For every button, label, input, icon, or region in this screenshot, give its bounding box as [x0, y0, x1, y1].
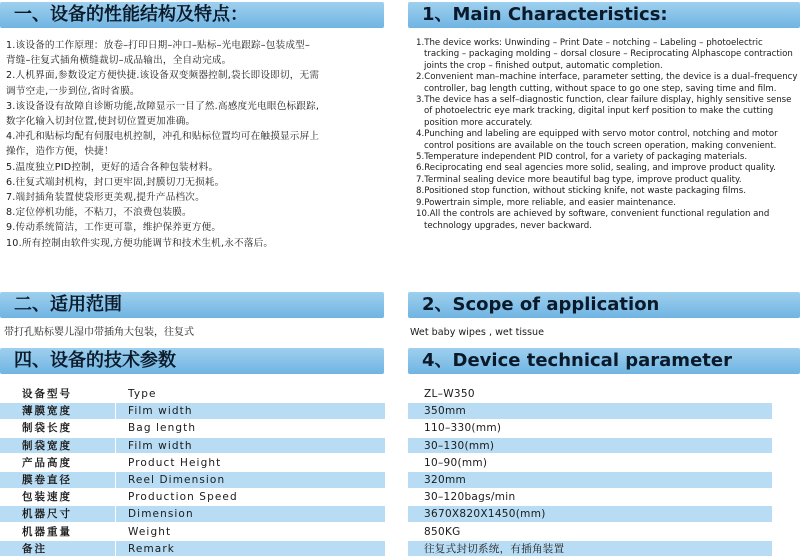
- column-divider: [115, 541, 116, 557]
- list-item: [416, 38, 798, 72]
- list-item: 4.冲孔和贴标均配有伺服电机控制，冲孔和贴标位置均可在触摸显示屏上: [6, 131, 320, 143]
- list-item: [416, 175, 798, 186]
- cn-params-header: [0, 348, 384, 374]
- param-name-en: Type: [128, 388, 157, 400]
- param-name-en: Weight: [128, 525, 172, 538]
- table-row: [0, 472, 800, 489]
- param-name-en: Dimension: [128, 508, 194, 521]
- param-name-en: Bag length: [128, 422, 197, 435]
- list-item: [416, 72, 798, 95]
- table-row: [0, 455, 800, 472]
- cn-scope-text: 带打孔贴标婴儿湿巾带插角大包装，往复式: [4, 327, 194, 338]
- en-scope-header: [408, 292, 800, 318]
- list-item-text: 5.Temperature independent PID control, for a variety of packaging materials.: [416, 152, 748, 163]
- list-item: 操作，造作方便，快捷！: [6, 146, 114, 158]
- list-item: [416, 186, 798, 197]
- param-value: 110–330(mm): [424, 422, 502, 435]
- param-name-en: Production Speed: [128, 491, 238, 504]
- list-item-text: 1.The device works: Unwinding – Print Date – notching – Labeling – photoelectric tracking – packaging molding – dorsal closure – Reciprocating Alphascope contraction joints the crop – finished output, automatic completion.: [416, 38, 793, 71]
- list-item-text: 6.Reciprocating end seal agencies more solid, sealing, and improve product quality.: [416, 163, 776, 174]
- list-item: 调节空走,一步到位,省时省膜。: [6, 85, 140, 97]
- list-item: [416, 163, 798, 174]
- list-item: [416, 198, 798, 209]
- column-divider: [115, 403, 116, 419]
- list-item-text: 10.All the controls are achieved by software, convenient functional regulation and technology upgrades, never backward.: [416, 209, 770, 231]
- column-divider: [115, 472, 116, 488]
- table-row: [0, 438, 800, 455]
- table-row: [0, 541, 800, 558]
- list-item-text: 3.The device has a self–diagnostic function, clear failure display, highly sensitive sense of photoelectric eye mark tracking, digital input kerf position to make the cutting position more accurately.: [416, 95, 792, 128]
- param-value: ZL–W350: [424, 388, 475, 400]
- param-value: 30–130(mm): [424, 439, 495, 452]
- param-value: 350mm: [424, 405, 466, 418]
- param-name-cn: 机器尺寸: [22, 508, 72, 521]
- cn-params-title: 四、设备的技术参数: [14, 350, 176, 371]
- en-features-header: [408, 2, 800, 28]
- list-item: [416, 152, 798, 163]
- param-name-cn: 设备型号: [22, 388, 72, 400]
- cn-features-list: [6, 38, 382, 251]
- en-params-title: 4、Device technical parameter: [422, 350, 732, 371]
- param-value: 320mm: [424, 474, 466, 486]
- param-name-cn: 产品高度: [22, 456, 72, 469]
- list-item: [416, 209, 798, 232]
- table-row: [0, 506, 800, 523]
- param-value: 10–90(mm): [424, 456, 488, 469]
- cn-features-header: [0, 2, 384, 28]
- list-item-text: 2.Convenient man–machine interface, parameter setting, the device is a dual–frequency controller, bag length cutting, without space to go one step, saving time and film.: [416, 72, 798, 94]
- param-name-cn: 制袋长度: [22, 422, 72, 435]
- list-item-text: 7.Terminal sealing device more beautiful bag type, improve product quality.: [416, 174, 742, 185]
- param-name-cn: 机器重量: [22, 525, 72, 538]
- list-item-text: 8.Positioned stop function, without sticking knife, not waste packaging films.: [416, 186, 746, 197]
- cn-scope-title: 二、适用范围: [14, 294, 122, 315]
- list-item: 7.端封插角装置使袋形更美观,提升产品档次。: [6, 192, 205, 204]
- param-name-cn: 薄膜宽度: [22, 405, 72, 418]
- table-row: [0, 420, 800, 437]
- list-item: 9.传动系统简洁，工作更可靠，维护保养更方便。: [6, 222, 222, 234]
- param-name-en: Reel Dimension: [128, 474, 226, 486]
- cn-scope-header: [0, 292, 384, 318]
- list-item: 10.所有控制由软件实现,方便功能调节和技术生机,永不落后。: [6, 237, 274, 249]
- table-row: [0, 386, 800, 403]
- list-item: 3.该设备设有故障自诊断功能,故障显示一目了然.高感度光电眼色标跟踪,: [6, 100, 320, 112]
- list-item: 2.人机界面,参数设定方便快捷.该设备双变频器控制,袋长即设即切，无需: [6, 70, 320, 82]
- table-row: [0, 403, 800, 420]
- param-name-en: Product Height: [128, 456, 222, 469]
- param-value: 3670X820X1450(mm): [424, 508, 546, 521]
- en-features-list: [416, 38, 798, 232]
- list-item-text: 9.Powertrain simple, more reliable, and easier maintenance.: [416, 197, 676, 208]
- param-name-cn: 制袋宽度: [22, 439, 72, 452]
- param-value: 850KG: [424, 525, 461, 538]
- en-scope-text: Wet baby wipes , wet tissue: [410, 327, 545, 338]
- list-item: 6.往复式端封机构，封口更牢固,封膜切刀无损耗。: [6, 176, 225, 188]
- list-item: 5.温度独立PID控制，更好的适合各种包装材料。: [6, 161, 219, 173]
- param-name-en: Film width: [128, 439, 193, 452]
- param-name-cn: 膜卷直径: [22, 474, 72, 486]
- param-value: 往复式封切系统，有插角装置: [424, 542, 565, 555]
- list-item: 1.该设备的工作原理：放卷–打印日期–冲口–贴标–光电跟踪–包装成型–: [6, 40, 310, 51]
- list-item: 8.定位停机功能，不粘刀，不浪费包装膜。: [6, 207, 192, 219]
- column-divider: [115, 438, 116, 454]
- list-item: [416, 95, 798, 129]
- table-row: [0, 524, 800, 541]
- param-name-cn: 包装速度: [22, 491, 72, 504]
- list-item: 数字化输入切封位置,使封切位置更加准确。: [6, 116, 196, 128]
- param-value: 30–120bags/min: [424, 491, 516, 504]
- list-item-text: 4.Punching and labeling are equipped with servo motor control, notching and motor control positions are available on the touch screen operation, making convenient.: [416, 129, 778, 151]
- param-name-cn: 备注: [22, 542, 47, 555]
- cn-features-title: 一、设备的性能结构及特点：: [14, 4, 248, 25]
- row-band: [0, 541, 385, 557]
- list-item: [416, 129, 798, 152]
- list-item: 背缝–往复式插角横缝裁切–成品输出，全自动完成。: [6, 55, 232, 67]
- table-row: [0, 489, 800, 506]
- param-name-en: Remark: [128, 542, 175, 555]
- en-scope-title: 2、Scope of application: [422, 294, 660, 315]
- en-features-title: 1、Main Characteristics:: [422, 4, 668, 25]
- en-params-header: [408, 348, 800, 374]
- column-divider: [115, 506, 116, 522]
- param-name-en: Film width: [128, 405, 193, 418]
